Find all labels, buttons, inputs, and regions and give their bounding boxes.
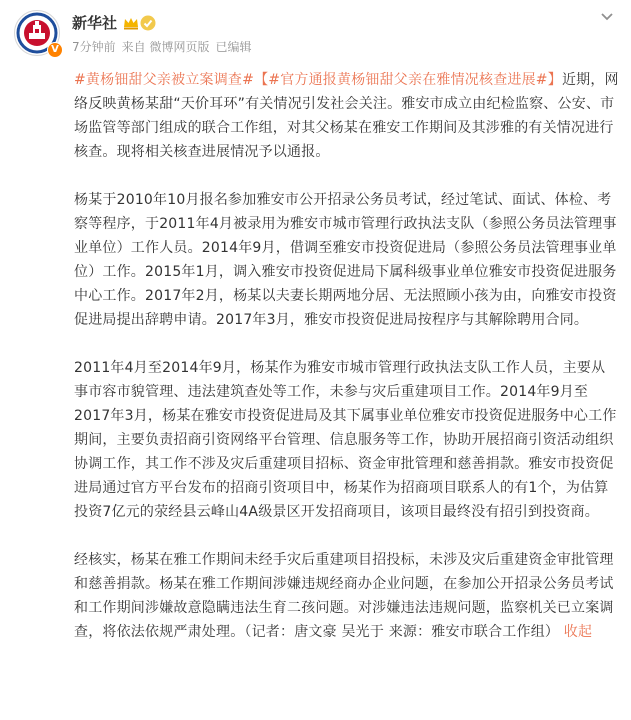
- post-meta: [72, 39, 257, 55]
- verified-v-icon: V: [47, 42, 63, 58]
- collapse-link[interactable]: 收起: [563, 624, 593, 640]
- edited-label[interactable]: 已编辑: [215, 40, 252, 54]
- author-name[interactable]: 新华社: [72, 14, 118, 32]
- vip-badge-icon: [140, 15, 156, 31]
- chevron-down-icon[interactable]: [597, 10, 617, 24]
- post-timestamp[interactable]: 7分钟前: [72, 40, 116, 54]
- paragraph-text: 经核实，杨某在雅工作期间未经手灾后重建项目招投标，未涉及灾后重建资金审批管理和慈善捐款。杨某在雅工作期间涉嫌违规经商办企业问题，在参加公开招录公务员考试和工作期间涉嫌故意隐瞒违法生育二孩问题。对涉嫌违法违规问题，监察机关已立案调查，将依法依规严肃处理。（记者：唐文豪 吴光于 来源：雅安市联合工作组）: [74, 552, 614, 640]
- topic-tag-link[interactable]: #黄杨钿甜父亲被立案调查#: [74, 72, 255, 88]
- paragraph-text: 近期，网络反映黄杨某甜“天价耳环”有关情况引发社会关注。雅安市成立由纪检监察、公安、市场监管等部门组成的联合工作组，对其父杨某在雅安工作期间及其涉雅的有关情况进行核查。现将相关核查进展情况予以通报。: [74, 72, 619, 160]
- topic-tag-link[interactable]: 【#官方通报黄杨钿甜父亲在雅情况核查进展#】: [254, 72, 562, 88]
- post-paragraph-4: [74, 548, 619, 644]
- post-paragraph-3: 2011年4月至2014年9月，杨某作为雅安市城市管理行政执法支队工作人员，主要从事市容市貌管理、违法建筑查处等工作，未参与灾后重建项目工作。2014年9月至2017年3月，杨某在雅安市投资促进局及其下属事业单位雅安市投资促进服务中心工作期间，主要负责招商引资网络平台管理、信息服务等工作，协助开展招商引资活动组织协调工作，其工作不涉及灾后重建项目招标、资金审批管理和慈善捐款。雅安市投资促进局通过官方平台发布的招商引资项目中，杨某作为招商项目联系人的有1个，为估算投资7亿元的荥经县云峰山4A级景区开发招商项目，该项目最终没有招引到投资商。: [74, 360, 617, 520]
- post-paragraph-2: 杨某于2010年10月报名参加雅安市公开招录公务员考试，经过笔试、面试、体检、考察等程序，于2011年4月被录用为雅安市城市管理行政执法支队（参照公务员法管理事业单位）工作人员。2014年9月，借调至雅安市投资促进局（参照公务员法管理事业单位）工作。2015年1月，调入雅安市投资促进局下属科级事业单位雅安市投资促进服务中心工作。2017年2月，杨某以夫妻长期两地分居、无法照顾小孩为由，向雅安市投资促进局提出辞聘申请。2017年3月，雅安市投资促进局按程序与其解除聘用合同。: [74, 192, 617, 328]
- post-content: [74, 68, 619, 668]
- post-source: 来自 微博网页版: [121, 40, 210, 54]
- post-paragraph-1: [74, 68, 619, 164]
- crown-icon: [123, 16, 139, 30]
